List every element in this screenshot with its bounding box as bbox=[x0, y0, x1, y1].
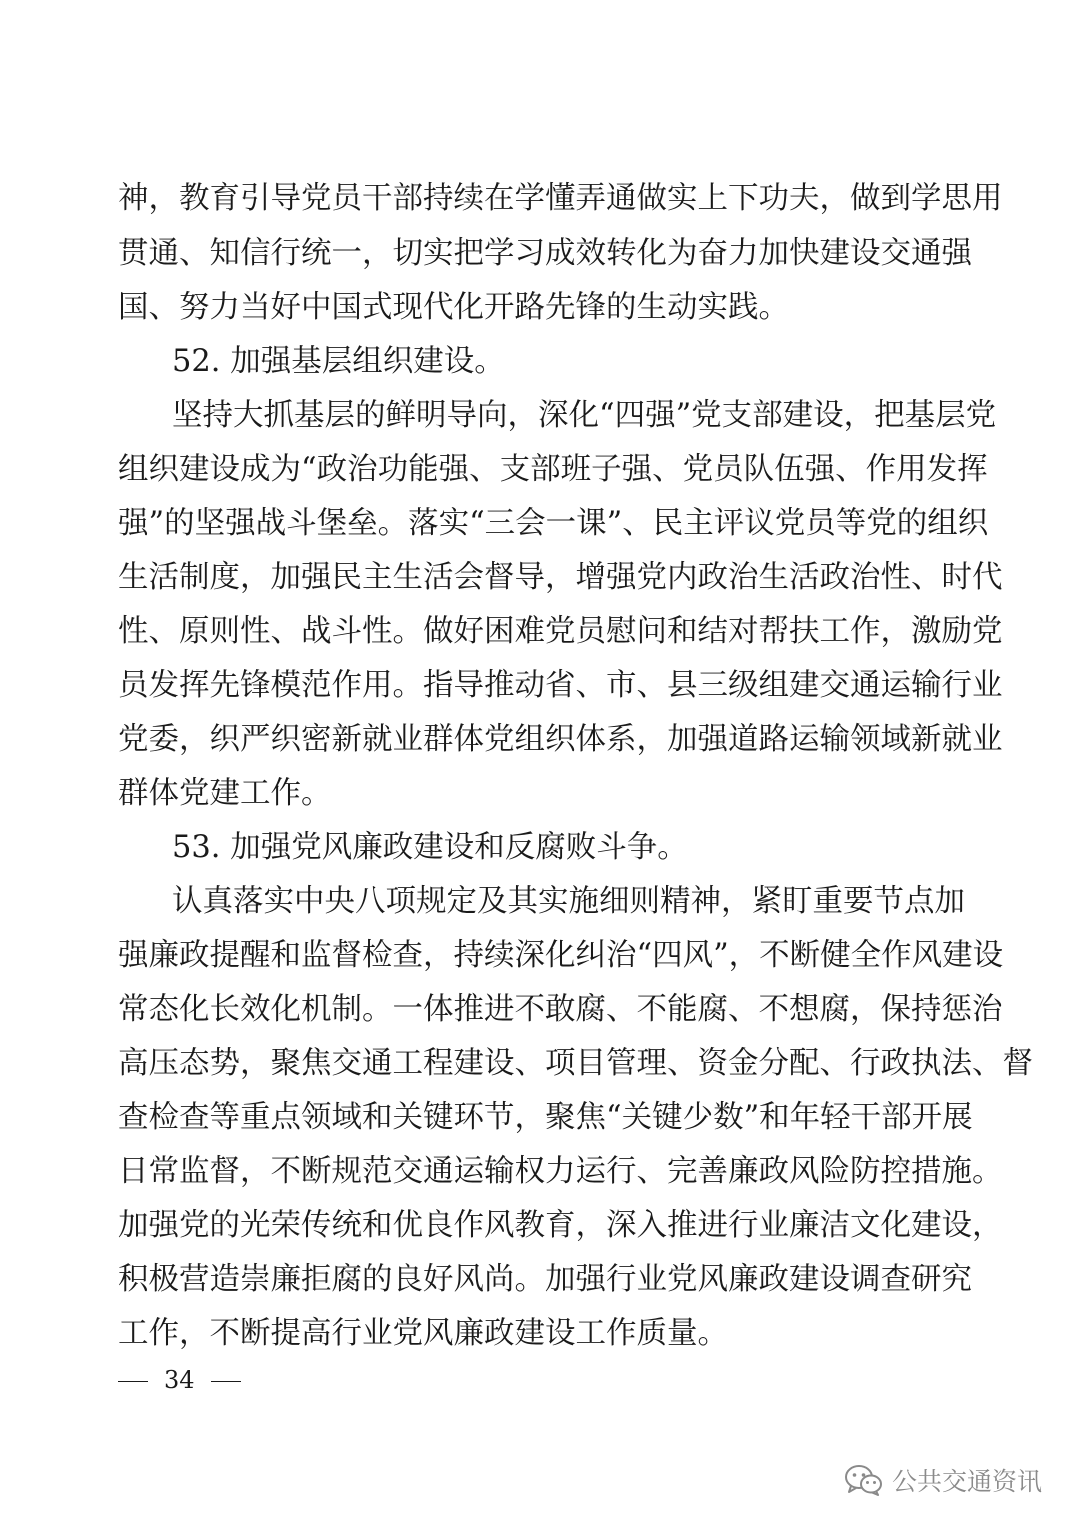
watermark bbox=[844, 1460, 1042, 1500]
text-line: 党委，织严织密新就业群体党组织体系，加强道路运输领域新就业 bbox=[118, 722, 1003, 757]
text-line: 神，教育引导党员干部持续在学懂弄通做实上下功夫，做到学思用 bbox=[118, 181, 1003, 216]
watermark-text: 公共交通资讯 bbox=[891, 1467, 1042, 1496]
text-line: 性、原则性、战斗性。做好困难党员慰问和结对帮扶工作，激励党 bbox=[118, 614, 1003, 649]
text-line: 常态化长效化机制。一体推进不敢腐、不能腐、不想腐，保持惩治 bbox=[118, 992, 1003, 1027]
text-line: 积极营造崇廉拒腐的良好风尚。加强行业党风廉政建设调查研究 bbox=[118, 1262, 972, 1297]
text-line: 员发挥先锋模范作用。指导推动省、市、县三级组建交通运输行业 bbox=[118, 668, 1003, 703]
section-heading-53: 53. 加强党风廉政建设和反腐败斗争。 bbox=[172, 830, 688, 865]
text-line: 加强党的光荣传统和优良作风教育，深入推进行业廉洁文化建设， bbox=[118, 1208, 1003, 1243]
text-line: 认真落实中央八项规定及其实施细则精神，紧盯重要节点加 bbox=[172, 884, 965, 919]
text-line: 生活制度，加强民主生活会督导，增强党内政治生活政治性、时代 bbox=[118, 560, 1003, 595]
text-line: 日常监督，不断规范交通运输权力运行、完善廉政风险防控措施。 bbox=[118, 1154, 1003, 1189]
text-line: 工作，不断提高行业党风廉政建设工作质量。 bbox=[118, 1316, 728, 1351]
text-line: 坚持大抓基层的鲜明导向，深化“四强”党支部建设，把基层党 bbox=[172, 398, 997, 433]
text-line: 国、努力当好中国式现代化开路先锋的生动实践。 bbox=[118, 290, 789, 325]
text-line: 群体党建工作。 bbox=[118, 776, 332, 811]
section-heading-52: 52. 加强基层组织建设。 bbox=[172, 344, 505, 379]
text-line: 查检查等重点领域和关键环节，聚焦“关键少数”和年轻干部开展 bbox=[118, 1100, 973, 1135]
text-line: 贯通、知信行统一，切实把学习成效转化为奋力加快建设交通强 bbox=[118, 236, 972, 271]
text-line: 强”的坚强战斗堡垒。落实“三会一课”、民主评议党员等党的组织 bbox=[118, 506, 989, 541]
text-line: 组织建设成为“政治功能强、支部班子强、党员队伍强、作用发挥 bbox=[118, 452, 988, 487]
page-footer bbox=[118, 1362, 241, 1398]
text-line: 强廉政提醒和监督检查，持续深化纠治“四风”，不断健全作风建设 bbox=[118, 938, 1004, 973]
text-line: 高压态势，聚焦交通工程建设、项目管理、资金分配、行政执法、督 bbox=[118, 1046, 1033, 1081]
footer-dash-left bbox=[118, 1381, 148, 1383]
footer-dash-right bbox=[211, 1381, 241, 1383]
page-number: 34 bbox=[164, 1366, 195, 1394]
wechat-icon bbox=[844, 1464, 884, 1496]
